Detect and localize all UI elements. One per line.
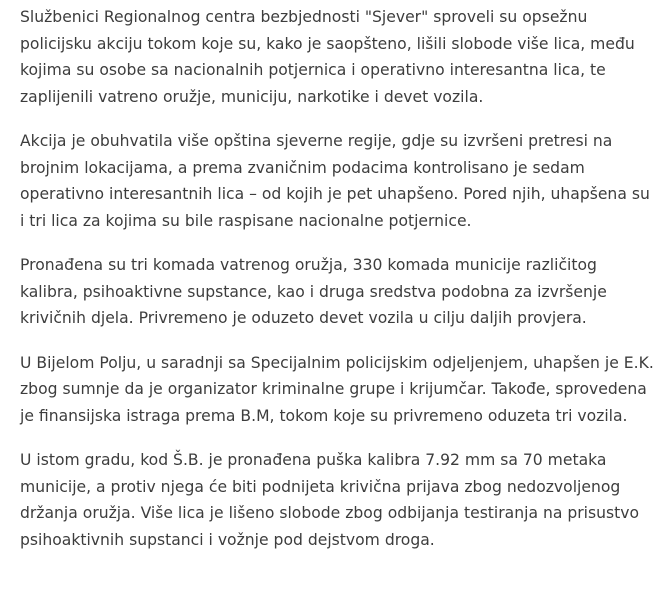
- article-paragraph-4: U Bijelom Polju, u saradnji sa Specijalnim policijskim odjeljenjem, uhapšen je E.K. zbog sumnje da je organizator kriminalne grupe i krijumčar. Takođe, sprovedena je finansijska istraga prema B.M, tokom koje su privremeno oduzeta tri vozila.: [20, 353, 654, 425]
- article-paragraph-2: Akcija je obuhvatila više opština sjeverne regije, gdje su izvršeni pretresi na brojnim lokacijama, a prema zvaničnim podacima kontrolisano je sedam operativno interesantnih lica – od kojih je pet uhapšeno. Pored njih, uhapšena su i tri lica za kojima su bile raspisane nacionalne potjernice.: [20, 132, 650, 230]
- article-paragraph-1: Službenici Regionalnog centra bezbjednosti "Sjever" sproveli su opsežnu policijsku akciju tokom koje su, kako je saopšteno, lišili slobode više lica, među kojima su osobe sa nacionalnih potjernica i operativno interesantna lica, te zaplijenili vatreno oružje, municiju, narkotike i devet vozila.: [20, 8, 635, 106]
- article-paragraph-5: U istom gradu, kod Š.B. je pronađena puška kalibra 7.92 mm sa 70 metaka municije, a protiv njega će biti podnijeta krivična prijava zbog nedozvoljenog držanja oružja. Više lica je lišeno slobode zbog odbijanja testiranja na prisustvo psihoaktivnih supstanci i vožnje pod dejstvom droga.: [20, 451, 640, 549]
- article-paragraph-3: Pronađena su tri komada vatrenog oružja, 330 komada municije različitog kalibra, psihoaktivne supstance, kao i druga sredstva podobna za izvršenje krivičnih djela. Privremeno je oduzeto devet vozila u cilju daljih provjera.: [20, 256, 607, 327]
